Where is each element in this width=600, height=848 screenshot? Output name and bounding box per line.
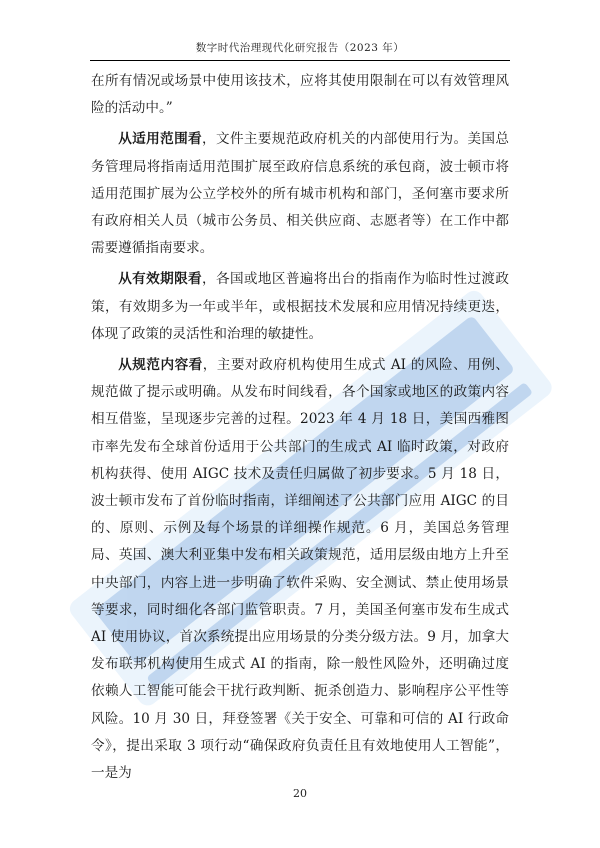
paragraph-text: ，文件主要规范政府机关的内部使用行为。美国总务管理局将指南适用范围扩展至政府信息系统的承包商，波士顿市将适用范围扩展为公立学校外的所有城市机构和部门，圣何塞市要求所有政府相关人员（城市公务员、相关供应商、志愿者等）在工作中都需要遵循指南要求。 — [91, 131, 510, 257]
body-text — [91, 68, 509, 791]
paragraph-text: 在所有情况或场景中使用该技术，应将其使用限制在可以有效管理风险的活动中。” — [91, 73, 509, 117]
page-number: 20 — [293, 787, 307, 800]
paragraph-continuation — [91, 68, 509, 122]
paragraph-scope — [91, 126, 509, 262]
paragraph-lead: 从规范内容看 — [118, 357, 203, 374]
paragraph-text: ，各国或地区普遍将出台的指南作为临时性过渡政策，有效期多为一年或半年，或根据技术发展和应用情况持续更迭，体现了政策的灵活性和治理的敏捷性。 — [91, 271, 510, 342]
header-rule — [90, 60, 510, 61]
paragraph-validity — [91, 266, 509, 348]
paragraph-content — [91, 352, 509, 787]
running-header: 数字时代治理现代化研究报告（2023 年） — [195, 42, 405, 54]
paragraph-lead: 从适用范围看 — [118, 131, 203, 148]
paragraph-lead: 从有效期限看 — [118, 271, 203, 288]
paragraph-text: ，主要对政府机构使用生成式 AI 的风险、用例、规范做了提示或明确。从发布时间线看，各个国家或地区的政策内容相互借鉴，呈现逐步完善的过程。2023 年 4 月 18 日，美国西雅图市率先发布全球首份适用于公共部门的生成式 AI 临时政策，对政府机构获得、使用 AIGC 技术及责任归属做了初步要求。5 月 18 日，波士顿市发布了首份临时指南，详细阐述了公共部门应用 AIGC 的目的、原则、示例及每个场景的详细操作规范。6 月，美国总务管理局、英国、澳大利亚集中发布相关政策规范，适用层级由地方上升至中央部门，内容上进一步明确了软件采购、安全测试、禁止使用场景等要求，同时细化各部门监管职责。7 月，美国圣何塞市发布生成式 AI 使用协议，首次系统提出应用场景的分类分级方法。9 月，加拿大发布联邦机构使用生成式 AI 的指南，除一般性风险外，还明确过度依赖人工智能可能会干扰行政判断、扼杀创造力、影响程序公平性等风险。10 月 30 日，拜登签署《关于安全、可靠和可信的 AI 行政命令》，提出采取 3 项行动“确保政府负责任且有效地使用人工智能”，一是为 — [91, 357, 510, 782]
